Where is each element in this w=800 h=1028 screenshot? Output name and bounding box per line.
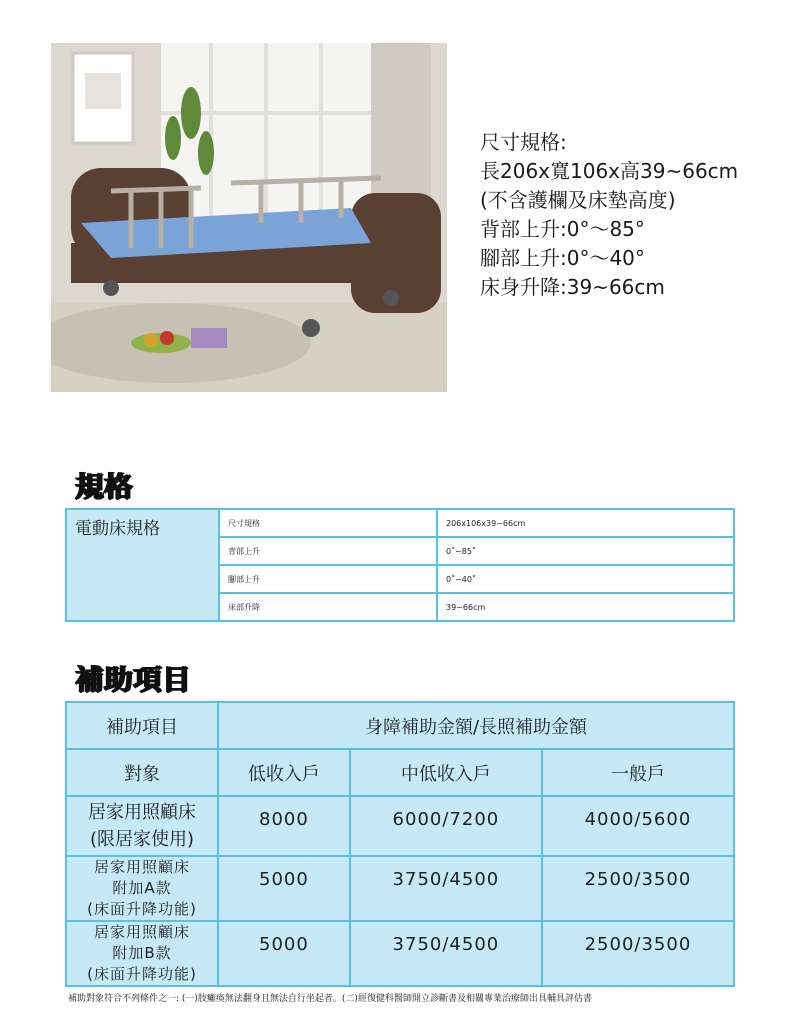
amount-mid-low: 3750/4500 <box>350 921 542 986</box>
spec-label: 背部上升 <box>219 537 437 565</box>
amount-general: 2500/3500 <box>542 921 734 986</box>
spec-heading: 尺寸規格: <box>480 130 567 154</box>
footnote: 補助對象符合不列條件之一: (一)肢癱瘓無法翻身且無法自行坐起者。(二)經復健科醫師開立診斷書及相關專業治療師出具輔具評估書 <box>68 994 592 1004</box>
spec-note: (不含護欄及床墊高度) <box>480 188 676 212</box>
spec-leg: 腳部上升:0°～40° <box>480 246 645 270</box>
row-name-line2: (限居家使用) <box>89 829 195 850</box>
spec-section-title: 規格 <box>75 470 134 503</box>
spec-summary <box>480 128 738 302</box>
header-item: 補助項目 <box>66 702 218 749</box>
column-low: 低收入戶 <box>218 749 350 796</box>
header-amount: 身障補助金額/長照補助金額 <box>218 702 734 749</box>
spec-value: 39~66cm <box>437 593 734 621</box>
amount-low: 5000 <box>218 921 350 986</box>
electric-bed-illustration <box>51 43 447 392</box>
table-row <box>66 856 734 921</box>
spec-value: 206x106x39~66cm <box>437 509 734 537</box>
table-header-row <box>66 702 734 749</box>
row-name-line3: (床面升降功能) <box>87 965 197 983</box>
spec-lift: 床身升降:39~66cm <box>480 275 665 299</box>
amount-mid-low: 3750/4500 <box>350 856 542 921</box>
spec-name: 電動床規格 <box>66 509 219 621</box>
row-name-line2: 附加B款 <box>112 944 172 962</box>
spec-value: 0˚~40˚ <box>437 565 734 593</box>
table-row <box>66 509 734 537</box>
spec-value: 0˚~85˚ <box>437 537 734 565</box>
row-name-line3: (床面升降功能) <box>87 900 197 918</box>
amount-general: 2500/3500 <box>542 856 734 921</box>
row-name-line1: 居家用照顧床 <box>93 923 190 941</box>
amount-mid-low: 6000/7200 <box>350 796 542 856</box>
row-name-line1: 居家用照顧床 <box>88 802 196 823</box>
row-name-line1: 居家用照顧床 <box>93 858 190 876</box>
column-target: 對象 <box>66 749 218 796</box>
amount-low: 5000 <box>218 856 350 921</box>
spec-back: 背部上升:0°～85° <box>480 217 645 241</box>
row-name <box>66 856 218 921</box>
subsidy-section-title: 補助項目 <box>75 663 192 696</box>
spec-label: 腳部上升 <box>219 565 437 593</box>
row-name-line2: 附加A款 <box>112 879 172 897</box>
product-photo <box>51 43 447 392</box>
column-mid-low: 中低收入戶 <box>350 749 542 796</box>
column-general: 一般戶 <box>542 749 734 796</box>
row-name <box>66 921 218 986</box>
table-row <box>66 796 734 856</box>
table-row <box>66 921 734 986</box>
spec-label: 尺寸規格 <box>219 509 437 537</box>
spec-label: 床部升降 <box>219 593 437 621</box>
spec-table <box>65 508 735 622</box>
subsidy-table <box>65 701 735 987</box>
table-column-row <box>66 749 734 796</box>
amount-general: 4000/5600 <box>542 796 734 856</box>
row-name <box>66 796 218 856</box>
amount-low: 8000 <box>218 796 350 856</box>
spec-dimensions: 長206x寬106x高39~66cm <box>480 159 739 183</box>
